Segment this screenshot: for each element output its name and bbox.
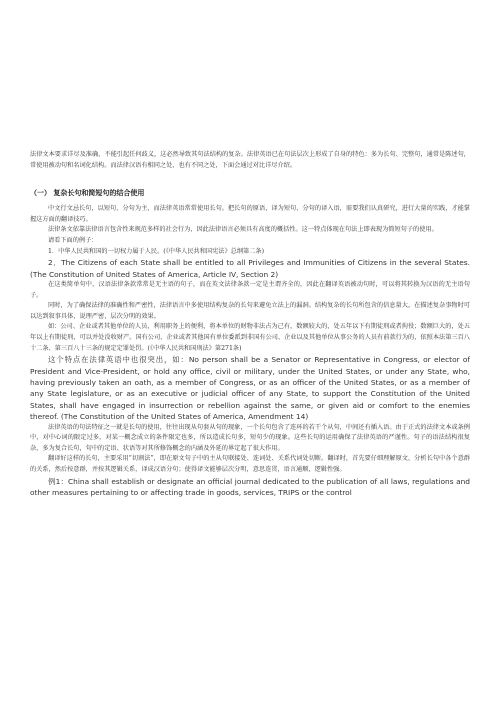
example-2: 2．The Citizens of each State shall be entitled to all Privileges and Immunities of Citizens in the several States. (The Constitution of United States of America, Article IV, Section 2) xyxy=(30,258,470,279)
example-1: 1．中华人民共和国的一切权力属于人民。(《中华人民共和国宪法》总纲第二条) xyxy=(48,247,265,255)
paragraph-8: 法律英语的句法特征之一就是长句的使用，往往出现从句套从句的现象，一个长句包含了连环的若干个从句，中间还有插入语。由于正式的法律文本或条例中，对中心词的限定过多，对某一概念成立的条件限定也多，所以造成长句多，短句少的现象。这些长句的运用确保了法律英语的严谨性。句子的语法结构很复杂，多为复合长句，句中的定语、状语等对其所修饰概念的内涵及外延的界定起了很大作用。 xyxy=(30,423,470,452)
paragraph-6: 如：公司、企业或者其他单位的人员，利用职务上的便利，将本单位的财物非法占为己有，数额较大的，处五年以下有期徒刑或者拘役；数额巨大的，处五年以上有期徒刑，可以并处没收财产。国有公司、企业或者其他国有单位委派到非国有公司、企业以及其他单位从事公务的人员有前款行为的，依照本法第三百八十二条、第三百八十三条的规定定罪处罚。(《中华人民共和国刑法》第271条) xyxy=(30,323,470,352)
paragraph-10: 例1：China shall establish or designate an official journal dedicated to the publication of all laws, regulations and other measures pertaining to or affecting trade in goods, services, TRIPS or the control xyxy=(30,476,470,497)
paragraph-5: 同时，为了确保法律的准确性和严密性，法律语言中多使用结构复杂的长句来避免立法上的漏洞。结构复杂的长句所包含的信息量大，在描述复杂事物时可以达到叙事具体，说理严密，层次分明的效果。 xyxy=(30,302,470,320)
paragraph-4: 在这类简单句中，汉语法律条款常常是无主语的句子，而在英文法律条款一定是主谓齐全的，因此在翻译英语被动句时，可以将其转换为汉语的无主语句子。 xyxy=(30,280,470,299)
document-body xyxy=(30,150,470,498)
section-heading: （一） 复杂长句和简短句的结合使用 xyxy=(30,189,145,198)
intro-paragraph: 法律文本要求详尽及准确，不能引起任何歧义，这必然导致其句法结构的复杂。法律英语已在句法层次上形成了自身的特色：多为长句、完整句，通常是陈述句，常使用被动句和名词化结构。而法律汉语有相同之处，也有不同之处，下面会通过对比详尽介绍。 xyxy=(30,151,470,169)
paragraph-1: 中文行文忌长句，以短句、分句为主，而法律英语常常使用长句。把长句的原语，译为短句、分句的译入语，需要我们认真研究，进行大量的实践，才能掌握这方面的翻译技巧。 xyxy=(30,205,470,223)
paragraph-7: 这个特点在法律英语中也很突出，如：No person shall be a Senator or Representative in Congress, or elector of President and Vice-President, or hold any office, civil or military, under the United States, or under any State, who, having previously taken an oath, as a member of Congress, or as an officer of the United States, or as a member of any State legislature, or as an executive or judicial officer of any State, to support the Constitution of the United States, shall have engaged in insurrection or rebellion against the same, or given aid or comfort to the enemies thereof. (The Constitution of the United States of America, Amendment 14) xyxy=(30,355,470,422)
paragraph-3: 请看下面的例子： xyxy=(48,236,98,244)
paragraph-9: 翻译好这样的长句，主要采用“切割法”，即在原文句子中的主从句联接处、连词处、关系代词处切断。翻译时，首先要仔细理解原文，分析长句中各个意群的关系，然后按意群，并按其逻辑关系，译成汉语分句；使得译文能够层次分明，意思连贯，语言通顺，逻辑性强。 xyxy=(30,455,470,473)
paragraph-2: 法律条文依靠法律语言包含性来规范多样的社会行为，因此法律语言必须具有高度的概括性。这一特点体现在句法上即表现为简短句子的使用。 xyxy=(48,226,438,234)
spacer xyxy=(30,171,470,188)
